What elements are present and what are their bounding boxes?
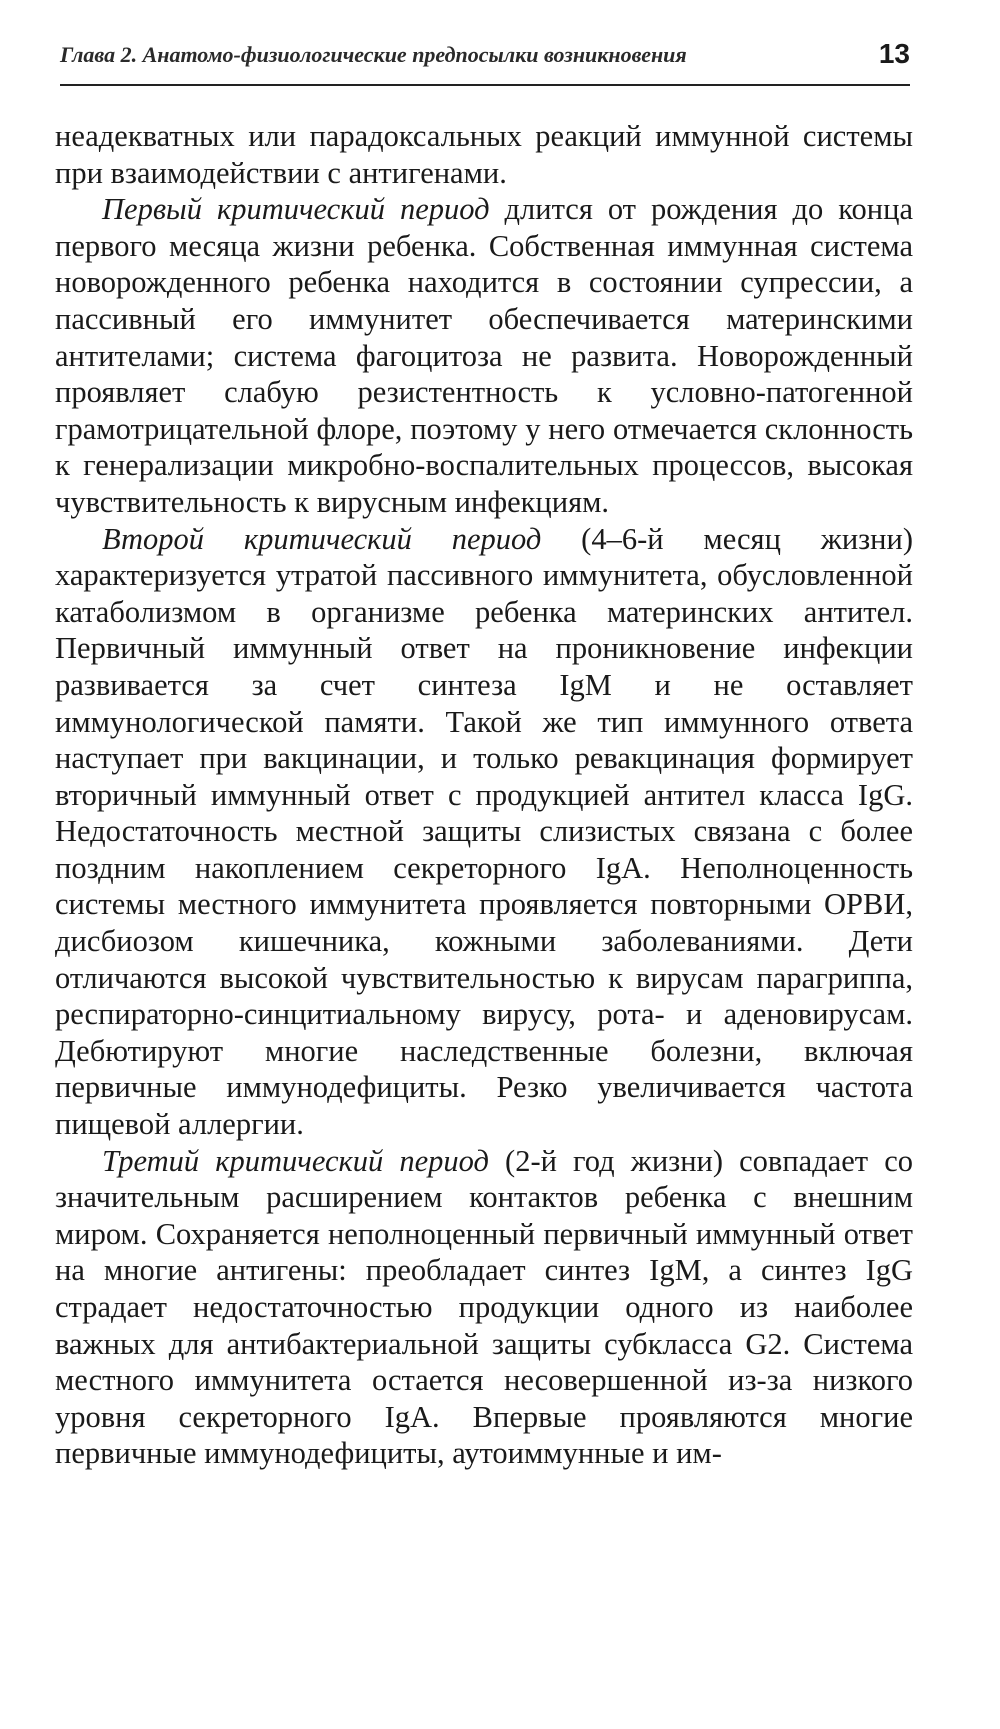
paragraph-text: (4–6-й месяц жизни) характеризуется утратой пассивного иммунитета, обусловленной катаболизмом в организме ребенка материнских антител. Первичный иммунный ответ на проникновение инфекции развивается за счет синтеза IgM и не оставляет иммунологической памяти. Такой же тип иммунного ответа наступает при вакцинации, и только ревакцинация формирует вторичный иммунный ответ с продукцией антител класса IgG. Недостаточность местной защиты слизистых связана с более поздним накоплением секреторного IgA. Неполноценность системы местного иммунитета проявляется повторными ОРВИ, дисбиозом кишечника, кожными заболеваниями. Дети отличаются высокой чувствительностью к вирусам парагриппа, респираторно-синцитиальному вирусу, рота- и аденовирусам. Дебютируют многие наследственные болезни, включая первичные иммунодефициты. Резко увеличивается частота пищевой аллергии.	[55, 521, 913, 1142]
page-number: 13	[878, 38, 910, 69]
paragraph-lead: Второй критический период	[102, 521, 542, 556]
paragraph-text: (2-й год жизни) совпадает со значительным расширением контактов ребенка с внешним миром. Сохраняется неполноценный первичный иммунный ответ на многие антигены: преобладает синтез IgM, а синтез IgG страдает недостаточностью продукции одного из наиболее важных для антибактериальной защиты субкласса G2. Система местного иммунитета остается несовершенной из-за низкого уровня секреторного IgA. Впервые проявляются многие первичные иммунодефициты, аутоиммунные и им-	[55, 1143, 914, 1471]
paragraph-continuation	[55, 118, 913, 191]
paragraph-first-period	[55, 191, 913, 520]
paragraph-text: неадекватных или парадоксальных реакций иммунной системы при взаимодействии с антигенами.	[55, 119, 913, 190]
paragraph-text: длится от рождения до конца первого месяца жизни ребенка. Собственная иммунная система новорожденного ребенка находится в состоянии супрессии, а пассивный его иммунитет обеспечивается материнскими антителами; система фагоцитоза не развита. Новорожденный проявляет слабую резистентность к условно-патогенной грамотрицательной флоре, поэтому у него отмечается склонность к генерализации микробно-воспалительных процессов, высокая чувствительность к вирусным инфекциям.	[55, 192, 913, 519]
chapter-title: Глава 2. Анатомо-физиологические предпосылки возникновения	[60, 42, 687, 67]
paragraph-second-period	[55, 521, 913, 1143]
paragraph-lead: Третий критический период	[102, 1143, 489, 1178]
paragraph-lead: Первый критический период	[102, 192, 490, 227]
paragraph-third-period	[55, 1143, 913, 1472]
running-header	[60, 36, 910, 86]
body-text	[55, 118, 913, 1472]
